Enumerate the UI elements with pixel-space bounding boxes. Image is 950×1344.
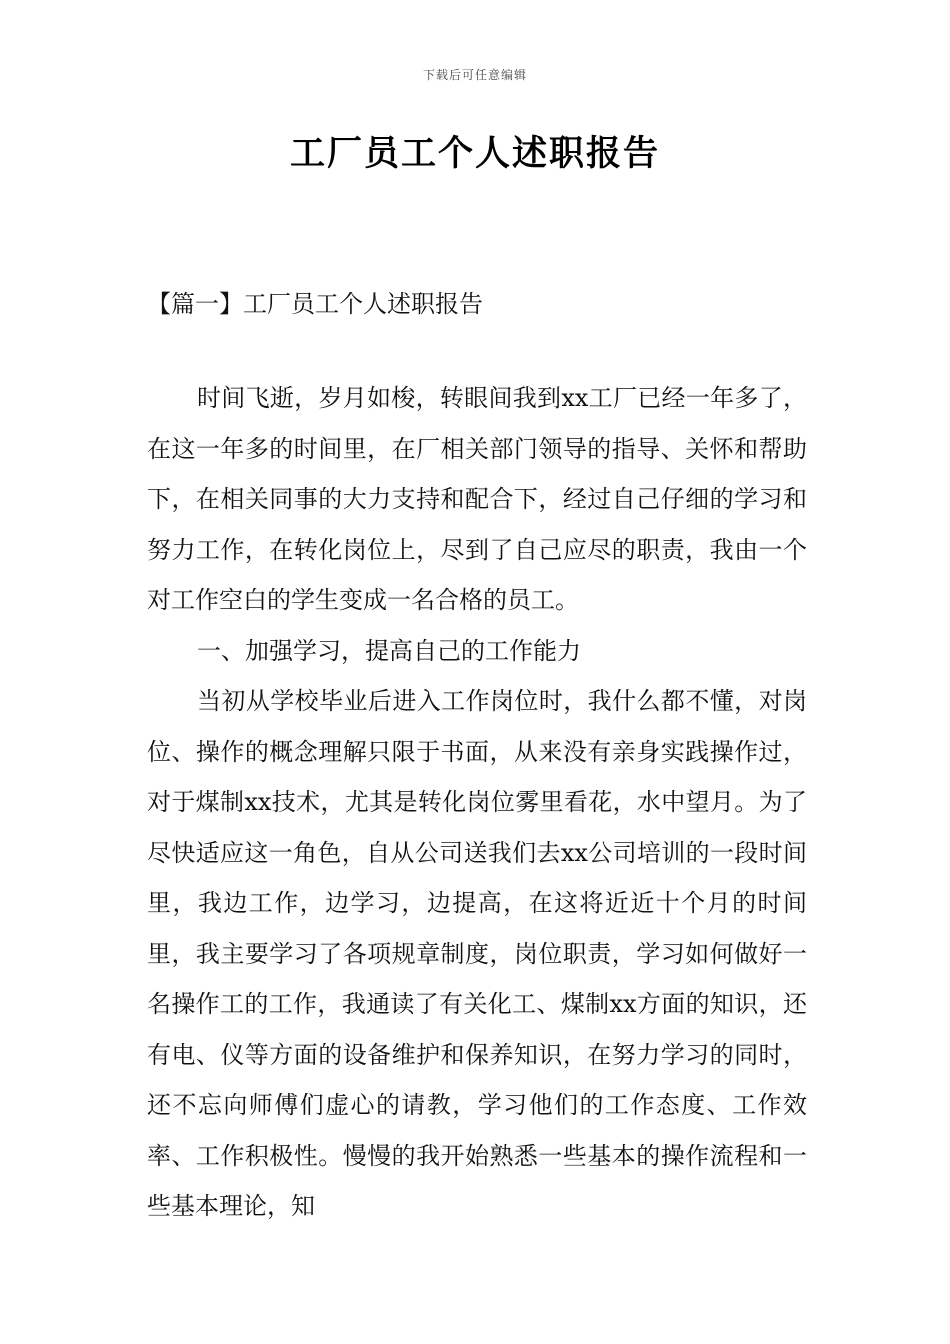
section-heading: 【篇一】工厂员工个人述职报告 xyxy=(147,290,483,318)
paragraph-intro: 时间飞逝，岁月如梭，转眼间我到xx工厂已经一年多了，在这一年多的时间里，在厂相关部门领导的指导、关怀和帮助下，在相关同事的大力支持和配合下，经过自己仔细的学习和努力工作，在转化岗位上，尽到了自己应尽的职责，我由一个对工作空白的学生变成一名合格的员工。 xyxy=(147,384,807,614)
header-note: 下载后可任意编辑 xyxy=(422,68,527,82)
document-title: 工厂员工个人述职报告 xyxy=(289,133,660,174)
paragraph-learning: 当初从学校毕业后进入工作岗位时，我什么都不懂，对岗位、操作的概念理解只限于书面，从来没有亲身实践操作过，对于煤制xx技术，尤其是转化岗位雾里看花，水中望月。为了尽快适应这一角色，自从公司送我们去xx公司培训的一段时间里，我边工作，边学习，边提高，在这将近近十个月的时间里，我主要学习了各项规章制度，岗位职责，学习如何做好一名操作工的工作，我通读了有关化工、煤制xx方面的知识，还有电、仪等方面的设备维护和保养知识，在努力学习的同时，还不忘向师傅们虚心的请教，学习他们的工作态度、工作效率、工作积极性。慢慢的我开始熟悉一些基本的操作流程和一些基本理论，知 xyxy=(147,687,807,1220)
paragraph-subheading: 一、加强学习，提高自己的工作能力 xyxy=(197,636,581,665)
document-body xyxy=(147,373,807,1232)
